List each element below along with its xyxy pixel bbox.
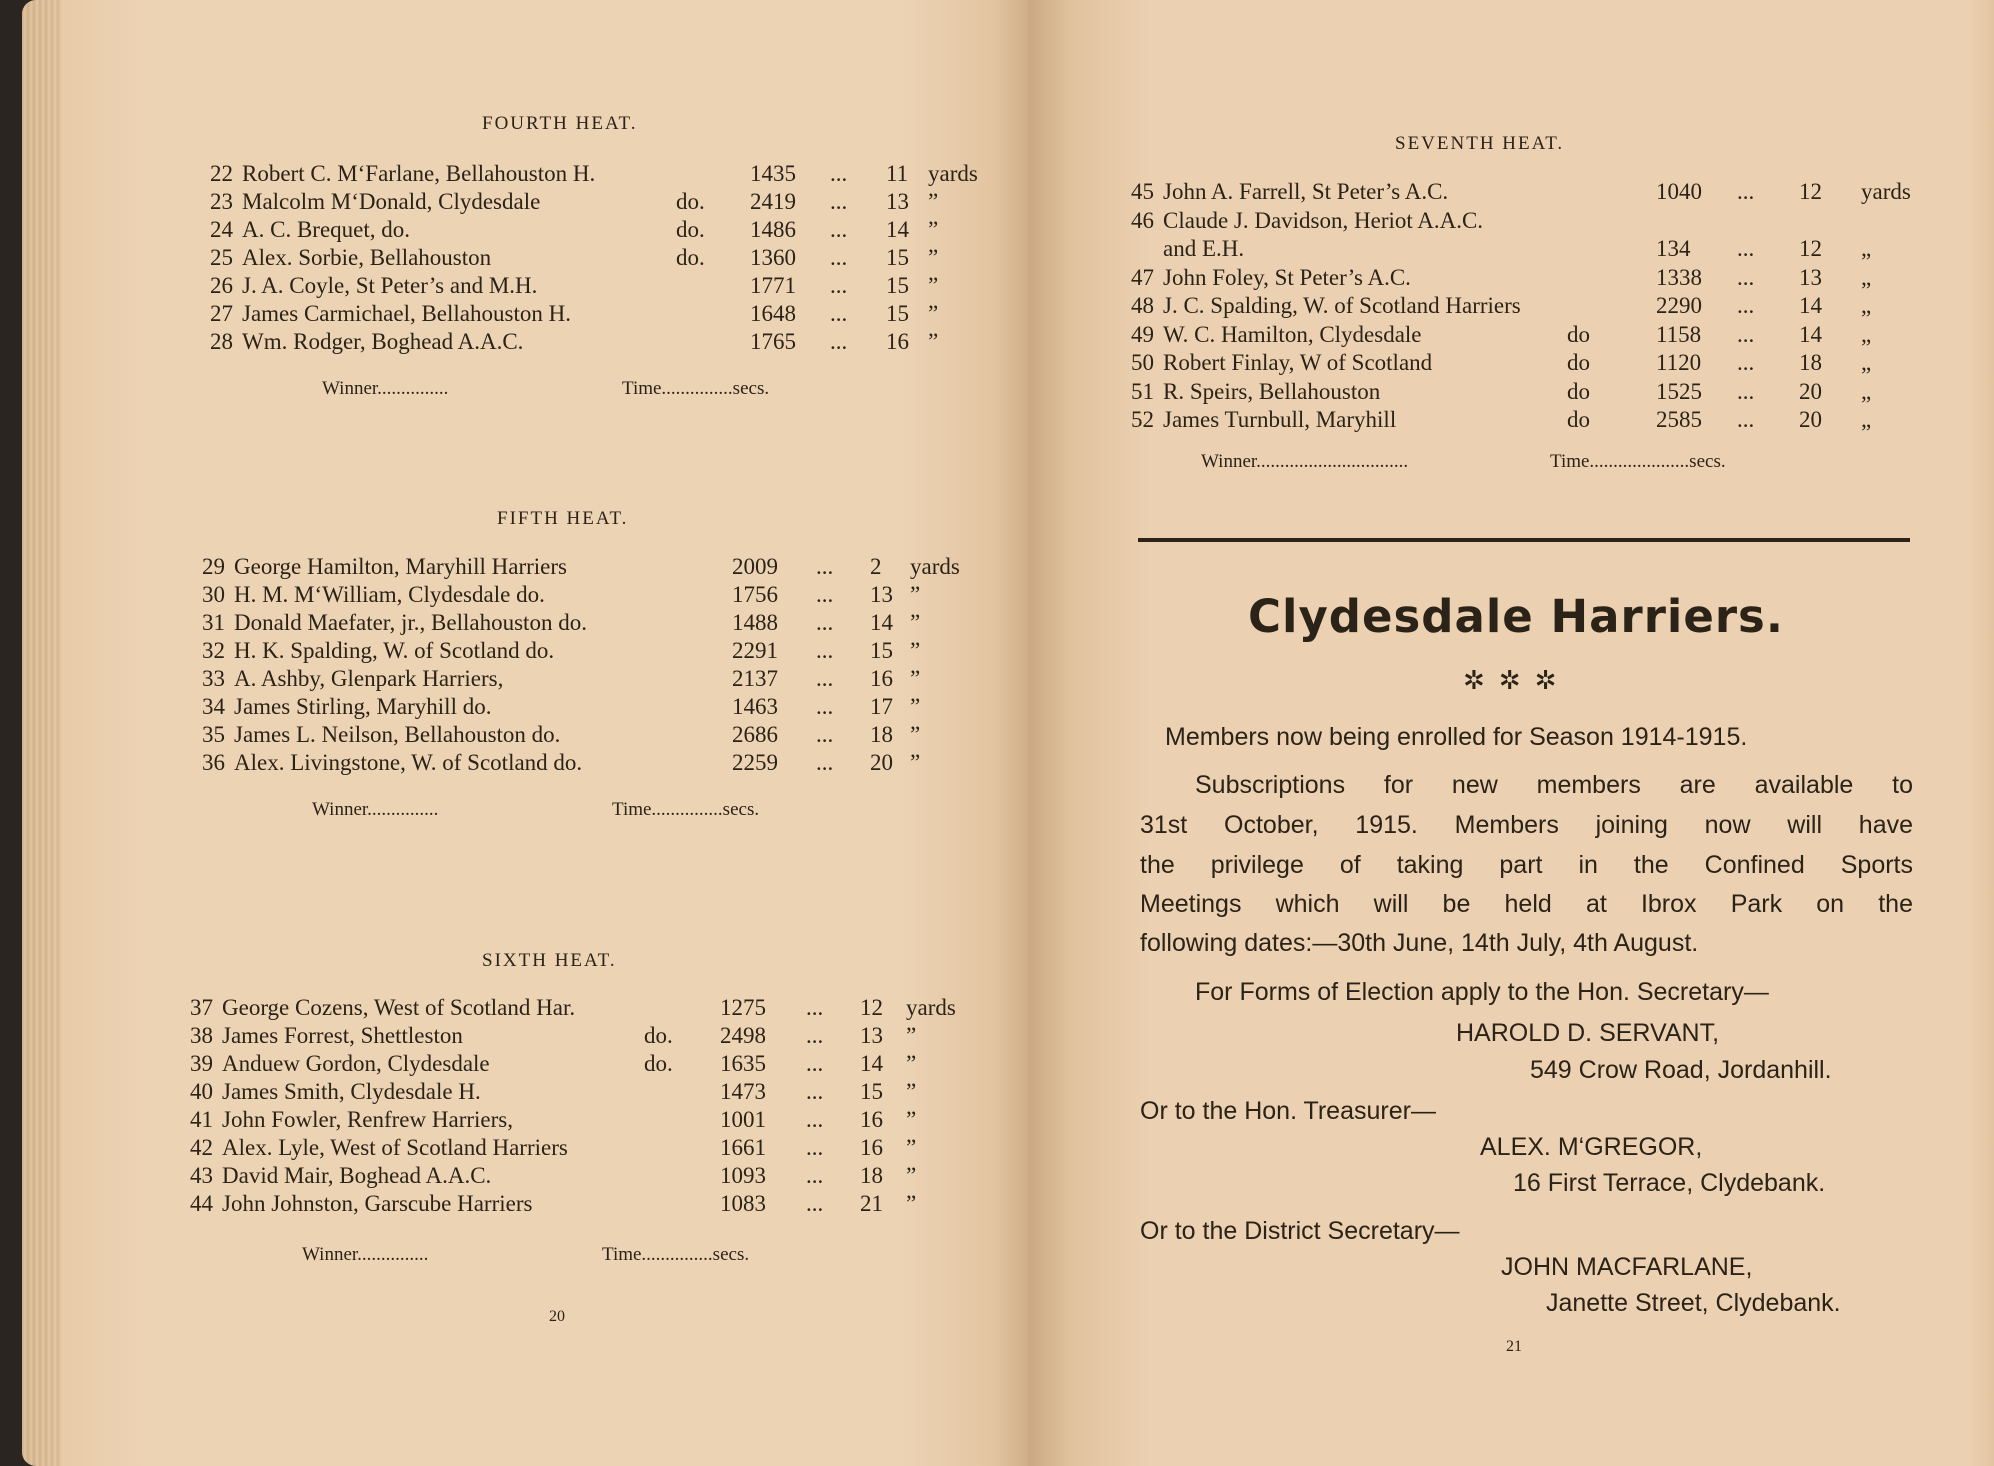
competitor-name: A. C. Brequet, do. xyxy=(242,217,411,242)
handicap-yards: 14 xyxy=(886,217,909,242)
competitor-name: Alex. Lyle, West of Scotland Harriers xyxy=(222,1135,568,1160)
entry-figure: 1661 xyxy=(720,1135,766,1160)
entry-number: 34 xyxy=(202,694,225,719)
entry-number: 41 xyxy=(190,1107,213,1132)
winner-blank: Winner................................ xyxy=(1201,450,1409,472)
leader-dots: ... xyxy=(806,1023,824,1048)
competitor-name: Alex. Livingstone, W. of Scotland do. xyxy=(234,750,583,775)
entry-row xyxy=(1131,378,1931,406)
entry-number: 22 xyxy=(210,161,233,186)
unit-mark: ” xyxy=(928,245,939,270)
entry-number: 50 xyxy=(1131,350,1154,375)
competitor-name: John Foley, St Peter’s A.C. xyxy=(1163,264,1411,290)
competitor-name: James Stirling, Maryhill do. xyxy=(234,694,492,719)
entry-number: 31 xyxy=(202,610,225,635)
entry-figure: 2291 xyxy=(732,638,778,663)
right-page xyxy=(1028,0,1994,1466)
entry-number: 28 xyxy=(210,329,233,354)
heat-title: FIFTH HEAT. xyxy=(497,508,629,529)
unit-mark: yards xyxy=(906,995,956,1020)
heat-title: SIXTH HEAT. xyxy=(482,950,617,971)
leader-dots: ... xyxy=(830,217,848,242)
district-intro: Or to the District Secretary— xyxy=(1140,1217,1460,1245)
ornament-stars: ✲✲✲ xyxy=(1463,666,1571,696)
entry-row xyxy=(202,721,992,749)
entry-number: 23 xyxy=(210,189,233,214)
competitor-name: John A. Farrell, St Peter’s A.C. xyxy=(1163,179,1449,204)
competitor-name: R. Speirs, Bellahouston xyxy=(1163,378,1381,404)
entry-row xyxy=(1131,292,1931,320)
handicap-yards: 20 xyxy=(1799,378,1822,404)
competitor-name: John Fowler, Renfrew Harriers, xyxy=(222,1107,513,1132)
handicap-yards: 14 xyxy=(1799,293,1822,318)
entry-figure: 2686 xyxy=(732,722,778,747)
entry-figure: 1635 xyxy=(720,1051,766,1076)
entry-figure: 1756 xyxy=(732,582,778,607)
handicap-yards: 15 xyxy=(886,245,909,270)
entry-figure: 1040 xyxy=(1656,179,1702,204)
competitor-name: Claude J. Davidson, Heriot A.A.C. xyxy=(1163,207,1484,233)
entry-figure: 2290 xyxy=(1656,293,1702,318)
handicap-yards: 21 xyxy=(860,1191,883,1216)
entry-number: 36 xyxy=(202,750,225,775)
competitor-name: and E.H. xyxy=(1163,236,1245,261)
entry-row xyxy=(202,665,992,693)
winner-blank: Winner............... xyxy=(322,378,449,399)
competitor-name: Robert Finlay, W of Scotland xyxy=(1163,350,1433,375)
handicap-yards: 13 xyxy=(1799,264,1822,290)
unit-mark: „ xyxy=(1861,407,1872,432)
unit-mark: ” xyxy=(928,189,939,214)
competitor-name: J. C. Spalding, W. of Scotland Harriers xyxy=(1163,293,1521,318)
club-ditto: do xyxy=(1567,321,1590,347)
leader-dots: ... xyxy=(816,694,834,719)
unit-mark: „ xyxy=(1861,321,1872,347)
entry-number: 43 xyxy=(190,1163,213,1188)
competitor-name: David Mair, Boghead A.A.C. xyxy=(222,1163,492,1188)
handicap-yards: 2 xyxy=(870,554,882,579)
handicap-yards: 15 xyxy=(886,273,909,298)
entry-figure: 1338 xyxy=(1656,264,1702,290)
competitor-name: James Smith, Clydesdale H. xyxy=(222,1079,481,1104)
advert-para-line: the privilege of taking part in the Confined Sports xyxy=(1140,851,1913,879)
club-ditto: do. xyxy=(676,217,705,242)
advert-para-line: 31st October, 1915. Members joining now will have xyxy=(1140,811,1913,839)
handicap-yards: 12 xyxy=(1799,179,1822,204)
entry-figure: 1435 xyxy=(750,161,796,186)
entry-row xyxy=(210,300,1000,328)
entry-row xyxy=(202,609,992,637)
entry-figure: 1158 xyxy=(1656,321,1702,347)
forms-of-election: For Forms of Election apply to the Hon. Secretary— xyxy=(1195,978,1769,1006)
entry-figure: 1648 xyxy=(750,301,796,326)
time-blank: Time...............secs. xyxy=(622,378,770,399)
entry-figure: 2259 xyxy=(732,750,778,775)
competitor-name: A. Ashby, Glenpark Harriers, xyxy=(234,666,504,691)
entry-row xyxy=(190,1106,980,1134)
advert-para-line: following dates:—30th June, 14th July, 4th August. xyxy=(1140,929,1699,957)
club-ditto: do. xyxy=(644,1051,673,1076)
unit-mark: ” xyxy=(910,666,921,691)
entry-row xyxy=(190,1050,980,1078)
leader-dots: ... xyxy=(1737,179,1755,204)
competitor-name: H. M. M‘William, Clydesdale do. xyxy=(234,582,545,607)
section-divider xyxy=(1138,538,1910,542)
entry-number: 48 xyxy=(1131,293,1154,318)
club-ditto: do xyxy=(1567,378,1590,404)
entry-figure: 1486 xyxy=(750,217,796,242)
entry-figure: 1463 xyxy=(732,694,778,719)
competitor-name: Donald Maefater, jr., Bellahouston do. xyxy=(234,610,587,635)
club-ditto: do xyxy=(1567,407,1590,432)
entry-number: 32 xyxy=(202,638,225,663)
entry-row xyxy=(1131,264,1931,292)
leader-dots: ... xyxy=(816,638,834,663)
leader-dots: ... xyxy=(1737,293,1755,318)
entry-figure: 1001 xyxy=(720,1107,766,1132)
entry-row xyxy=(190,1190,980,1218)
entry-figure: 2585 xyxy=(1656,407,1702,432)
unit-mark: ” xyxy=(906,1163,917,1188)
entry-number: 25 xyxy=(210,245,233,270)
club-ditto: do. xyxy=(676,245,705,270)
leader-dots: ... xyxy=(806,1191,824,1216)
entry-number: 45 xyxy=(1131,179,1154,204)
left-page xyxy=(22,0,1028,1466)
entry-figure: 1120 xyxy=(1656,350,1702,375)
treasurer-name: ALEX. M‘GREGOR, xyxy=(1480,1133,1703,1161)
leader-dots: ... xyxy=(830,245,848,270)
unit-mark: ” xyxy=(910,638,921,663)
competitor-name: James Forrest, Shettleston xyxy=(222,1023,463,1048)
entry-row xyxy=(202,693,992,721)
competitor-name: John Johnston, Garscube Harriers xyxy=(222,1191,533,1216)
unit-mark: ” xyxy=(910,610,921,635)
entry-row xyxy=(210,216,1000,244)
entry-number: 29 xyxy=(202,554,225,579)
entry-figure: 1360 xyxy=(750,245,796,270)
leader-dots: ... xyxy=(816,554,834,579)
handicap-yards: 16 xyxy=(860,1107,883,1132)
unit-mark: ” xyxy=(906,1023,917,1048)
entry-row xyxy=(190,1162,980,1190)
unit-mark: ” xyxy=(910,694,921,719)
unit-mark: ” xyxy=(906,1135,917,1160)
entry-row xyxy=(202,581,992,609)
entry-row xyxy=(1131,178,1931,206)
entry-number: 40 xyxy=(190,1079,213,1104)
unit-mark: ” xyxy=(910,582,921,607)
unit-mark: „ xyxy=(1861,378,1872,404)
leader-dots: ... xyxy=(1737,264,1755,290)
entry-figure: 1525 xyxy=(1656,378,1702,404)
district-address: Janette Street, Clydebank. xyxy=(1546,1289,1841,1317)
unit-mark: „ xyxy=(1861,236,1872,261)
leader-dots: ... xyxy=(1737,378,1755,404)
handicap-yards: 16 xyxy=(860,1135,883,1160)
leader-dots: ... xyxy=(806,1135,824,1160)
handicap-yards: 14 xyxy=(1799,321,1822,347)
entry-number: 37 xyxy=(190,995,213,1020)
handicap-yards: 20 xyxy=(1799,407,1822,432)
handicap-yards: 13 xyxy=(860,1023,883,1048)
leader-dots: ... xyxy=(816,610,834,635)
competitor-name: James L. Neilson, Bellahouston do. xyxy=(234,722,561,747)
unit-mark: ” xyxy=(928,217,939,242)
entry-figure: 1275 xyxy=(720,995,766,1020)
unit-mark: yards xyxy=(910,554,960,579)
competitor-name: George Hamilton, Maryhill Harriers xyxy=(234,554,567,579)
unit-mark: „ xyxy=(1861,350,1872,375)
unit-mark: yards xyxy=(928,161,978,186)
treasurer-address: 16 First Terrace, Clydebank. xyxy=(1513,1169,1826,1197)
leader-dots: ... xyxy=(806,1107,824,1132)
advert-para-line: Subscriptions for new members are available to xyxy=(1195,771,1913,799)
handicap-yards: 18 xyxy=(1799,350,1822,375)
entry-number: 49 xyxy=(1131,321,1154,347)
entry-number: 52 xyxy=(1131,407,1154,432)
entry-figure: 1473 xyxy=(720,1079,766,1104)
leader-dots: ... xyxy=(806,995,824,1020)
secretary-name: HAROLD D. SERVANT, xyxy=(1456,1019,1720,1047)
entry-number: 38 xyxy=(190,1023,213,1048)
leader-dots: ... xyxy=(816,582,834,607)
advert-para-line: Meetings which will be held at Ibrox Park on the xyxy=(1140,890,1913,918)
unit-mark: ” xyxy=(928,301,939,326)
handicap-yards: 15 xyxy=(870,638,893,663)
entry-number: 35 xyxy=(202,722,225,747)
entry-figure: 1093 xyxy=(720,1163,766,1188)
competitor-name: James Turnbull, Maryhill xyxy=(1163,407,1397,432)
entry-figure: 1488 xyxy=(732,610,778,635)
unit-mark: „ xyxy=(1861,293,1872,318)
entry-figure: 2419 xyxy=(750,189,796,214)
entry-row xyxy=(202,553,992,581)
competitor-name: W. C. Hamilton, Clydesdale xyxy=(1163,321,1422,347)
leader-dots: ... xyxy=(816,750,834,775)
entry-number: 46 xyxy=(1131,207,1154,233)
entry-row xyxy=(1131,235,1931,263)
competitor-name: Anduew Gordon, Clydesdale xyxy=(222,1051,490,1076)
advert-enrol-line: Members now being enrolled for Season 1914-1915. xyxy=(1165,723,1748,751)
club-ditto: do xyxy=(1567,350,1590,375)
handicap-yards: 12 xyxy=(860,995,883,1020)
competitor-name: Robert C. M‘Farlane, Bellahouston H. xyxy=(242,161,596,186)
leader-dots: ... xyxy=(806,1051,824,1076)
heat-title: SEVENTH HEAT. xyxy=(1395,133,1565,154)
competitor-name: James Carmichael, Bellahouston H. xyxy=(242,301,571,326)
secretary-address: 549 Crow Road, Jordanhill. xyxy=(1530,1056,1832,1084)
handicap-yards: 20 xyxy=(870,750,893,775)
competitor-name: J. A. Coyle, St Peter’s and M.H. xyxy=(242,273,538,298)
competitor-name: Wm. Rodger, Boghead A.A.C. xyxy=(242,329,524,354)
entry-number: 47 xyxy=(1131,264,1154,290)
unit-mark: ” xyxy=(906,1079,917,1104)
entry-row xyxy=(210,272,1000,300)
leader-dots: ... xyxy=(830,301,848,326)
entry-number: 30 xyxy=(202,582,225,607)
leader-dots: ... xyxy=(830,329,848,354)
entry-row xyxy=(210,244,1000,272)
leader-dots: ... xyxy=(806,1079,824,1104)
entry-row xyxy=(202,749,992,777)
entry-number: 51 xyxy=(1131,378,1154,404)
entry-row xyxy=(210,328,1000,356)
entry-row xyxy=(190,1134,980,1162)
advert-title: Clydesdale Harriers. xyxy=(1248,590,1784,643)
competitor-name: Alex. Sorbie, Bellahouston xyxy=(242,245,492,270)
entry-number: 24 xyxy=(210,217,233,242)
time-blank: Time...............secs. xyxy=(602,1244,750,1265)
leader-dots: ... xyxy=(1737,236,1755,261)
time-blank: Time.....................secs. xyxy=(1550,450,1726,472)
unit-mark: yards xyxy=(1861,179,1911,204)
unit-mark: ” xyxy=(906,1107,917,1132)
entry-figure: 1083 xyxy=(720,1191,766,1216)
entry-row xyxy=(1131,349,1931,377)
entry-row xyxy=(210,188,1000,216)
entry-figure: 134 xyxy=(1656,236,1691,261)
unit-mark: „ xyxy=(1861,264,1872,290)
handicap-yards: 18 xyxy=(870,722,893,747)
entry-row xyxy=(1131,406,1931,434)
competitor-name: George Cozens, West of Scotland Har. xyxy=(222,995,576,1020)
entry-number: 27 xyxy=(210,301,233,326)
handicap-yards: 15 xyxy=(886,301,909,326)
unit-mark: ” xyxy=(928,329,939,354)
entry-figure: 2009 xyxy=(732,554,778,579)
competitor-name: Malcolm M‘Donald, Clydesdale xyxy=(242,189,541,214)
club-ditto: do. xyxy=(644,1023,673,1048)
handicap-yards: 18 xyxy=(860,1163,883,1188)
entry-figure: 1765 xyxy=(750,329,796,354)
handicap-yards: 14 xyxy=(870,610,893,635)
entry-row xyxy=(210,160,1000,188)
leader-dots: ... xyxy=(816,666,834,691)
leader-dots: ... xyxy=(1737,407,1755,432)
page-number: 20 xyxy=(549,1308,565,1325)
handicap-yards: 15 xyxy=(860,1079,883,1104)
entry-figure: 2498 xyxy=(720,1023,766,1048)
leader-dots: ... xyxy=(816,722,834,747)
handicap-yards: 14 xyxy=(860,1051,883,1076)
entry-figure: 1771 xyxy=(750,273,796,298)
entry-row xyxy=(202,637,992,665)
unit-mark: ” xyxy=(906,1051,917,1076)
leader-dots: ... xyxy=(1737,321,1755,347)
leader-dots: ... xyxy=(830,273,848,298)
winner-blank: Winner............... xyxy=(312,799,439,820)
entry-row xyxy=(1131,207,1931,235)
entry-figure: 2137 xyxy=(732,666,778,691)
page-number: 21 xyxy=(1506,1338,1522,1355)
entry-number: 42 xyxy=(190,1135,213,1160)
unit-mark: ” xyxy=(906,1191,917,1216)
entry-row xyxy=(190,1022,980,1050)
entry-number: 39 xyxy=(190,1051,213,1076)
competitor-name: H. K. Spalding, W. of Scotland do. xyxy=(234,638,555,663)
unit-mark: ” xyxy=(910,750,921,775)
handicap-yards: 17 xyxy=(870,694,893,719)
entry-row xyxy=(190,994,980,1022)
treasurer-intro: Or to the Hon. Treasurer— xyxy=(1140,1097,1436,1125)
entry-row xyxy=(190,1078,980,1106)
page-edges xyxy=(22,0,62,1466)
entry-number: 26 xyxy=(210,273,233,298)
entry-number: 33 xyxy=(202,666,225,691)
unit-mark: ” xyxy=(928,273,939,298)
heat-title: FOURTH HEAT. xyxy=(482,113,638,134)
handicap-yards: 16 xyxy=(886,329,909,354)
entry-number: 44 xyxy=(190,1191,213,1216)
leader-dots: ... xyxy=(806,1163,824,1188)
unit-mark: ” xyxy=(910,722,921,747)
handicap-yards: 13 xyxy=(886,189,909,214)
club-ditto: do. xyxy=(676,189,705,214)
leader-dots: ... xyxy=(830,189,848,214)
time-blank: Time...............secs. xyxy=(612,799,760,820)
handicap-yards: 11 xyxy=(886,161,909,186)
winner-blank: Winner............... xyxy=(302,1244,429,1265)
entry-row xyxy=(1131,321,1931,349)
handicap-yards: 16 xyxy=(870,666,893,691)
handicap-yards: 13 xyxy=(870,582,893,607)
district-name: JOHN MACFARLANE, xyxy=(1501,1253,1753,1281)
handicap-yards: 12 xyxy=(1799,236,1822,261)
leader-dots: ... xyxy=(1737,350,1755,375)
leader-dots: ... xyxy=(830,161,848,186)
